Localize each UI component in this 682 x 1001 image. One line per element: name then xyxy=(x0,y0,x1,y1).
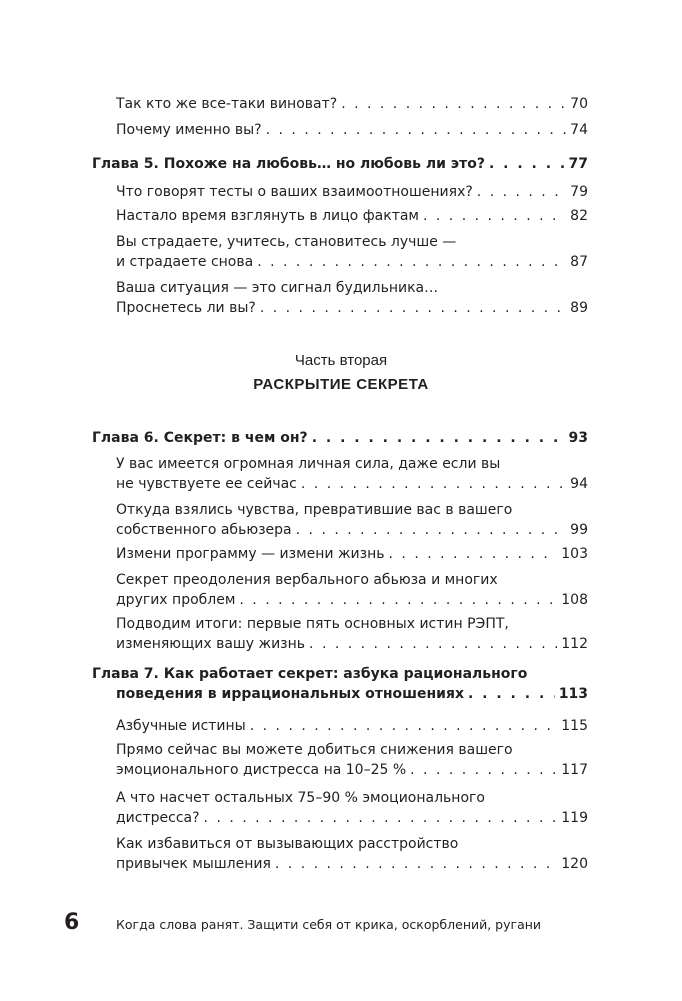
toc-page-number: 108 xyxy=(561,592,588,608)
toc-entry xyxy=(116,614,588,654)
toc-page-number: 112 xyxy=(561,636,588,652)
toc-page-number: 77 xyxy=(568,156,588,172)
toc-page-number: 99 xyxy=(570,522,588,538)
dot-leader xyxy=(250,716,558,736)
dot-leader xyxy=(239,590,557,610)
dot-leader xyxy=(423,206,566,226)
toc-entry-title: Откуда взялись чувства, превратившие вас в вашего xyxy=(116,502,513,518)
dot-leader xyxy=(389,544,558,564)
dot-leader xyxy=(312,428,565,448)
toc-page-number: 89 xyxy=(570,300,588,316)
dot-leader xyxy=(309,634,557,654)
toc-entry xyxy=(116,278,588,318)
page-number: 6 xyxy=(64,910,80,935)
toc-entry xyxy=(116,120,588,140)
toc-chapter-title: Глава 5. Похоже на любовь… но любовь ли это? xyxy=(92,156,485,172)
toc-entry-title-continued: изменяющих вашу жизнь xyxy=(116,636,306,652)
toc-entry xyxy=(116,716,588,736)
toc-page-number: 115 xyxy=(561,718,588,734)
toc-entry-title: Так кто же все-таки виноват? xyxy=(116,96,338,112)
toc-entry xyxy=(116,570,588,610)
toc-entry-title-continued: не чувствуете ее сейчас xyxy=(116,476,297,492)
toc-entry-title-continued: и страдаете снова xyxy=(116,254,254,270)
toc-page-number: 79 xyxy=(570,184,588,200)
running-title: Когда слова ранят. Защити себя от крика, оскорблений, ругани xyxy=(116,917,542,932)
dot-leader xyxy=(204,808,558,828)
dot-leader xyxy=(275,854,557,874)
toc-entry xyxy=(116,740,588,780)
toc-chapter xyxy=(92,154,588,174)
toc-entry-title: Настало время взглянуть в лицо фактам xyxy=(116,208,419,224)
toc-entry-title-continued: эмоционального дистресса на 10–25 % xyxy=(116,762,407,778)
toc-chapter xyxy=(92,428,588,448)
toc-page-number: 103 xyxy=(561,546,588,562)
toc-entry-title-continued: дистресса? xyxy=(116,810,200,826)
dot-leader xyxy=(477,182,566,202)
toc-chapter-title: Глава 6. Секрет: в чем он? xyxy=(92,430,308,446)
toc-page-number: 113 xyxy=(558,686,588,702)
toc-entry xyxy=(116,544,588,564)
toc-entry-title-continued: других проблем xyxy=(116,592,236,608)
toc-chapter-title: Глава 7. Как работает секрет: азбука рационального xyxy=(92,666,528,682)
toc-page-number: 119 xyxy=(561,810,588,826)
toc-chapter-title-continued: поведения в иррациональных отношениях xyxy=(116,686,464,702)
toc-entry xyxy=(116,182,588,202)
toc-entry-title-continued: собственного абьюзера xyxy=(116,522,292,538)
toc-page-number: 82 xyxy=(570,208,588,224)
toc-entry-title: Подводим итоги: первые пять основных истин РЭПТ, xyxy=(116,616,509,632)
part-title: РАСКРЫТИЕ СЕКРЕТА xyxy=(253,376,429,393)
part-label: Часть вторая xyxy=(294,352,388,369)
toc-page-number: 87 xyxy=(570,254,588,270)
toc-entry xyxy=(116,834,588,874)
dot-leader xyxy=(341,94,566,114)
dot-leader xyxy=(301,474,566,494)
dot-leader xyxy=(260,298,566,318)
toc-entry-title: Почему именно вы? xyxy=(116,122,262,138)
toc-entry-title: Прямо сейчас вы можете добиться снижения вашего xyxy=(116,742,513,758)
toc-entry xyxy=(116,232,588,272)
toc-entry-title: Измени программу — измени жизнь xyxy=(116,546,385,562)
toc-page-number: 94 xyxy=(570,476,588,492)
toc-entry-title: Азбучные истины xyxy=(116,718,246,734)
toc-entry-title: Вы страдаете, учитесь, становитесь лучше — xyxy=(116,234,457,250)
toc-entry-title-continued: Проснетесь ли вы? xyxy=(116,300,256,316)
toc-entry-title: У вас имеется огромная личная сила, даже если вы xyxy=(116,456,501,472)
toc-entry-title: Секрет преодоления вербального абьюза и многих xyxy=(116,572,498,588)
dot-leader xyxy=(266,120,567,140)
toc-entry-title: Как избавиться от вызывающих расстройство xyxy=(116,836,459,852)
toc-entry xyxy=(116,500,588,540)
toc-page-number: 93 xyxy=(568,430,588,446)
toc-entry xyxy=(116,94,588,114)
toc-entry xyxy=(116,206,588,226)
toc-entry-title: Что говорят тесты о ваших взаимоотношениях? xyxy=(116,184,473,200)
dot-leader xyxy=(257,252,566,272)
dot-leader xyxy=(468,684,555,704)
toc-entry xyxy=(116,788,588,828)
toc-chapter xyxy=(92,664,588,704)
toc-entry-title: А что насчет остальных 75–90 % эмоционального xyxy=(116,790,485,806)
toc-page-number: 70 xyxy=(570,96,588,112)
toc-entry-title: Ваша ситуация — это сигнал будильника… xyxy=(116,280,439,296)
toc-entry-title-continued: привычек мышления xyxy=(116,856,271,872)
dot-leader xyxy=(410,760,557,780)
dot-leader xyxy=(489,154,565,174)
toc-page-number: 74 xyxy=(570,122,588,138)
toc-page-number: 120 xyxy=(561,856,588,872)
toc-entry xyxy=(116,454,588,494)
dot-leader xyxy=(296,520,567,540)
toc-page-number: 117 xyxy=(561,762,588,778)
